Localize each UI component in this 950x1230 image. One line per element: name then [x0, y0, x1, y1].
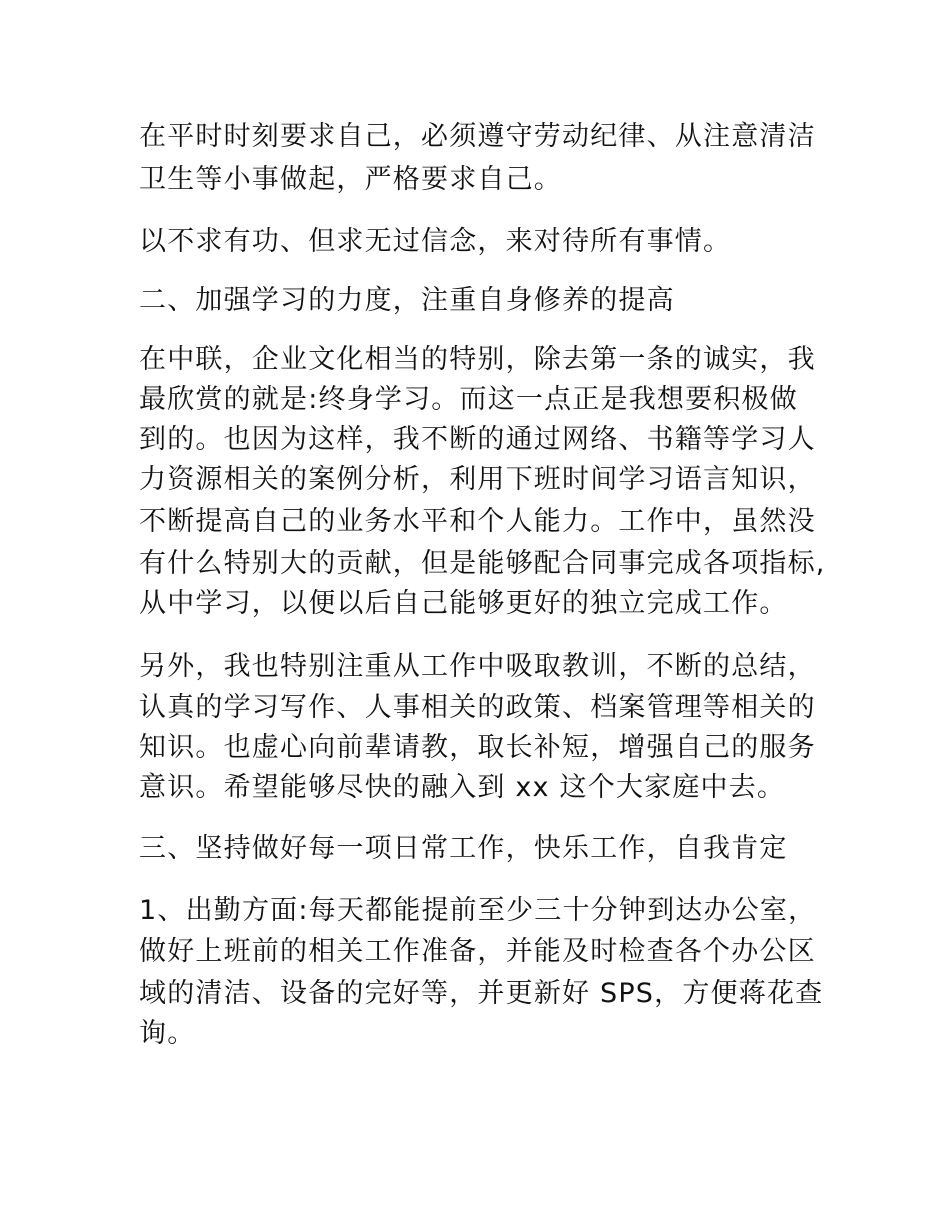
- text-line: 1、出勤方面:每天都能提前至少三十分钟到达办公室，: [139, 895, 817, 926]
- text-line: 到的。也因为这样，我不断的通过网络、书籍等学习人: [139, 424, 816, 455]
- text-line: 域的清洁、设备的完好等，并更新好 SPS，方便蒋花查: [139, 978, 824, 1009]
- text-line: 卫生等小事做起，严格要求自己。: [139, 164, 562, 195]
- section-heading: 二、加强学习的力度，注重自身修养的提高: [139, 285, 675, 316]
- text-line: 在平时时刻要求自己，必须遵守劳动纪律、从注意清洁: [139, 121, 816, 152]
- text-line: 不断提高自己的业务水平和个人能力。工作中，虽然没: [139, 506, 816, 537]
- section-heading: 三、坚持做好每一项日常工作，快乐工作，自我肯定: [139, 833, 788, 864]
- text-line: 做好上班前的相关工作准备，并能及时检查各个办公区: [139, 936, 816, 967]
- text-line: 力资源相关的案例分析，利用下班时间学习语言知识，: [139, 464, 816, 495]
- text-line: 意识。希望能够尽快的融入到 xx 这个大家庭中去。: [139, 772, 786, 803]
- text-line: 从中学习，以便以后自己能够更好的独立完成工作。: [139, 588, 788, 619]
- text-line: 认真的学习写作、人事相关的政策、档案管理等相关的: [139, 692, 816, 723]
- text-line: 最欣赏的就是:终身学习。而这一点正是我想要积极做: [139, 384, 798, 415]
- text-line: 以不求有功、但求无过信念，来对待所有事情。: [139, 226, 732, 257]
- text-line: 有什么特别大的贡献，但是能够配合同事完成各项指标,: [139, 548, 826, 579]
- text-line: 在中联，企业文化相当的特别，除去第一条的诚实，我: [139, 344, 816, 375]
- text-line: 询。: [139, 1018, 196, 1049]
- text-line: 知识。也虚心向前辈请教，取长补短，增强自己的服务: [139, 732, 816, 763]
- text-line: 另外，我也特别注重从工作中吸取教训，不断的总结，: [139, 651, 816, 682]
